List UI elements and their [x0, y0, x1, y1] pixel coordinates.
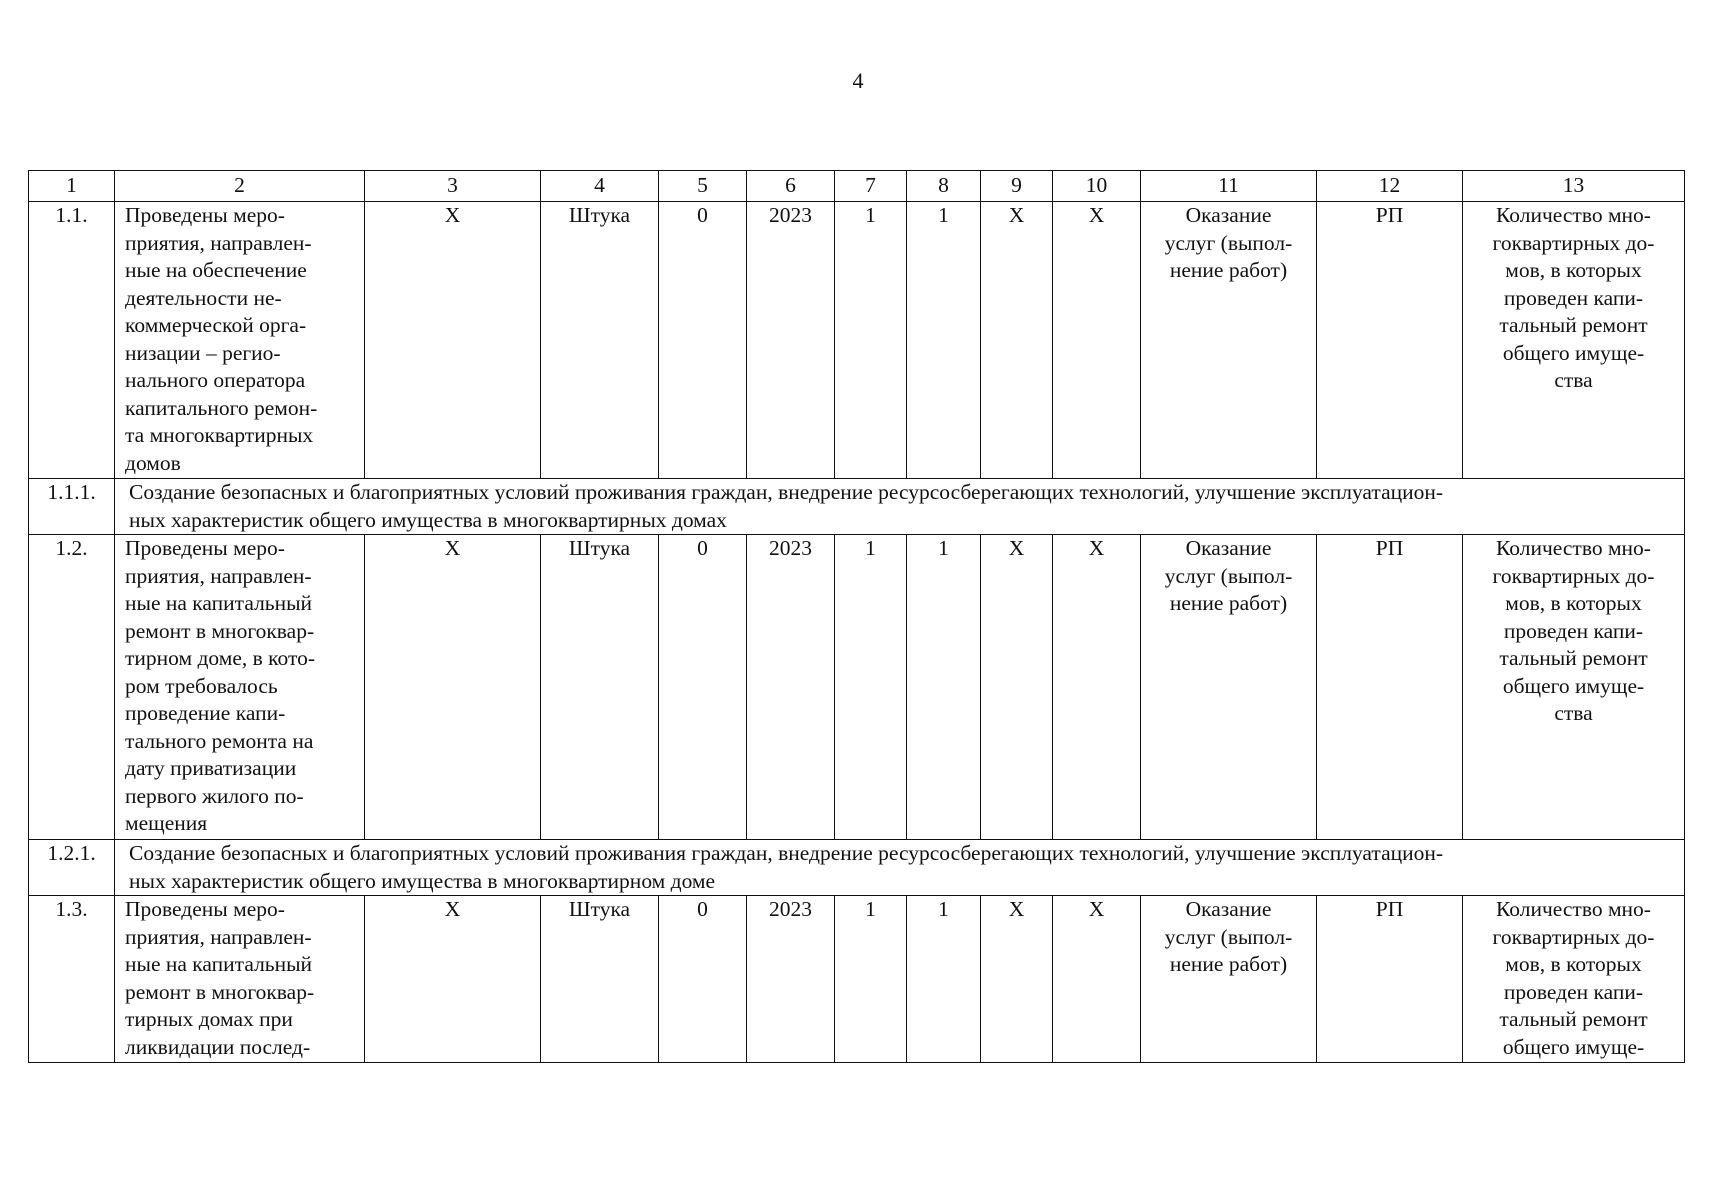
cell-col-9: Х — [981, 202, 1053, 479]
column-number-5: 5 — [659, 171, 747, 202]
column-number-9: 9 — [981, 171, 1053, 202]
result-type-cell: Оказание услуг (выпол- нение работ) — [1141, 535, 1317, 840]
base-value-cell: 0 — [659, 896, 747, 1063]
result-name: Проведены меро- приятия, направлен- ные на капитальный ремонт в многоквар- тирных домах при ликвидации послед- — [115, 896, 365, 1063]
base-year-cell: 2023 — [747, 535, 835, 840]
task-number: 1.1.1. — [29, 479, 115, 535]
column-number-13: 13 — [1463, 171, 1685, 202]
unit-cell: Штука — [541, 202, 659, 479]
column-number-11: 11 — [1141, 171, 1317, 202]
base-year-cell: 2023 — [747, 202, 835, 479]
results-table — [28, 170, 1685, 1063]
cell-col-9: Х — [981, 896, 1053, 1063]
column-number-3: 3 — [365, 171, 541, 202]
unit-cell: Штука — [541, 896, 659, 1063]
table-row — [29, 202, 1685, 479]
result-name: Проведены меро- приятия, направлен- ные на обеспечение деятельности не- коммерческой орга- низации – регио- нального оператора капитального ремон- та многоквартирных домов — [115, 202, 365, 479]
cell-col-8: 1 — [907, 896, 981, 1063]
column-number-2: 2 — [115, 171, 365, 202]
column-number-7: 7 — [835, 171, 907, 202]
cell-col-8: 1 — [907, 202, 981, 479]
column-number-6: 6 — [747, 171, 835, 202]
result-type-cell: Оказание услуг (выпол- нение работ) — [1141, 896, 1317, 1063]
table-row — [29, 535, 1685, 840]
base-value-cell: 0 — [659, 202, 747, 479]
cell-col-3: Х — [365, 202, 541, 479]
cell-col-3: Х — [365, 535, 541, 840]
cell-col-12: РП — [1317, 202, 1463, 479]
task-text: Создание безопасных и благоприятных условий проживания граждан, внедрение ресурсосберегающих технологий, улучшение эксплуатацион- ных характеристик общего имущества в многоквартирном доме — [115, 840, 1685, 896]
result-characteristic-cell: Количество мно- гоквартирных до- мов, в которых проведен капи- тальный ремонт общего имуще- ства — [1463, 202, 1685, 479]
cell-col-3: Х — [365, 896, 541, 1063]
cell-col-10: Х — [1053, 202, 1141, 479]
task-row — [29, 840, 1685, 896]
column-number-4: 4 — [541, 171, 659, 202]
cell-col-8: 1 — [907, 535, 981, 840]
cell-col-10: Х — [1053, 896, 1141, 1063]
cell-col-12: РП — [1317, 535, 1463, 840]
task-number: 1.2.1. — [29, 840, 115, 896]
task-row — [29, 479, 1685, 535]
cell-col-10: Х — [1053, 535, 1141, 840]
cell-col-7: 1 — [835, 535, 907, 840]
result-characteristic-cell: Количество мно- гоквартирных до- мов, в которых проведен капи- тальный ремонт общего имуще- — [1463, 896, 1685, 1063]
base-year-cell: 2023 — [747, 896, 835, 1063]
result-type-cell: Оказание услуг (выпол- нение работ) — [1141, 202, 1317, 479]
cell-col-7: 1 — [835, 202, 907, 479]
result-name: Проведены меро- приятия, направлен- ные на капитальный ремонт в многоквар- тирном доме, в кото- ром требовалось проведение капи- тального ремонта на дату приватизации первого жилого по- мещения — [115, 535, 365, 840]
row-number: 1.2. — [29, 535, 115, 840]
cell-col-12: РП — [1317, 896, 1463, 1063]
row-number: 1.1. — [29, 202, 115, 479]
table-row — [29, 896, 1685, 1063]
base-value-cell: 0 — [659, 535, 747, 840]
task-text: Создание безопасных и благоприятных условий проживания граждан, внедрение ресурсосберегающих технологий, улучшение эксплуатацион- ных характеристик общего имущества в многоквартирных домах — [115, 479, 1685, 535]
row-number: 1.3. — [29, 896, 115, 1063]
result-characteristic-cell: Количество мно- гоквартирных до- мов, в которых проведен капи- тальный ремонт общего имуще- ства — [1463, 535, 1685, 840]
cell-col-9: Х — [981, 535, 1053, 840]
column-number-12: 12 — [1317, 171, 1463, 202]
column-number-8: 8 — [907, 171, 981, 202]
page-number: 4 — [852, 68, 864, 93]
cell-col-7: 1 — [835, 896, 907, 1063]
column-number-10: 10 — [1053, 171, 1141, 202]
table-header-row — [29, 171, 1685, 202]
unit-cell: Штука — [541, 535, 659, 840]
column-number-1: 1 — [29, 171, 115, 202]
